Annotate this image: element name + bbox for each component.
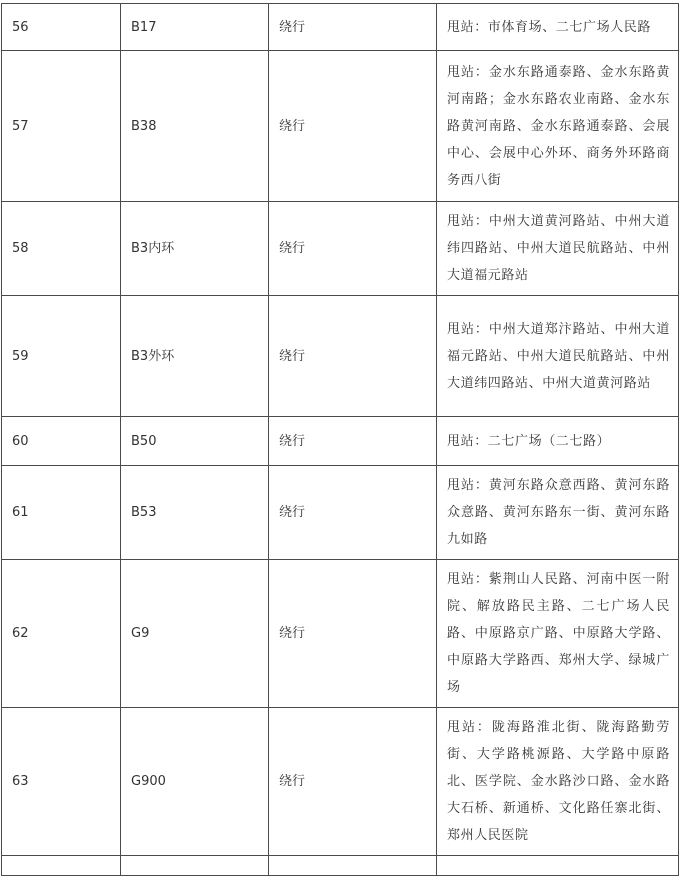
skipped-stops: 甩站：紫荆山人民路、河南中医一附院、解放路民主路、二七广场人民路、中原路京广路、中原路大学路、中原路大学路西、郑州大学、绿城广场 — [437, 560, 679, 708]
adjustment-type: 绕行 — [269, 708, 437, 856]
bus-line: G900 — [121, 708, 269, 856]
row-number: 61 — [2, 466, 121, 560]
table-row — [2, 466, 679, 560]
row-number: 59 — [2, 296, 121, 417]
table-row — [2, 4, 679, 51]
adjustment-type: 绕行 — [269, 4, 437, 51]
route-detour-table — [1, 3, 679, 876]
table-row — [2, 417, 679, 466]
row-number: 62 — [2, 560, 121, 708]
skipped-stops: 甩站：金水东路通泰路、金水东路黄河南路；金水东路农业南路、金水东路黄河南路、金水东路通泰路、会展中心、会展中心外环、商务外环路商务西八街 — [437, 51, 679, 202]
table-row — [2, 202, 679, 296]
adjustment-type: 绕行 — [269, 560, 437, 708]
bus-line: B53 — [121, 466, 269, 560]
table-row — [2, 560, 679, 708]
bus-line: B38 — [121, 51, 269, 202]
adjustment-type: 绕行 — [269, 202, 437, 296]
skipped-stops: 甩站：二七广场（二七路） — [437, 417, 679, 466]
bus-line: B3外环 — [121, 296, 269, 417]
adjustment-type: 绕行 — [269, 51, 437, 202]
row-number: 63 — [2, 708, 121, 856]
row-number: 58 — [2, 202, 121, 296]
table-row — [2, 708, 679, 856]
row-number: 56 — [2, 4, 121, 51]
row-number: 60 — [2, 417, 121, 466]
skipped-stops: 甩站：中州大道黄河路站、中州大道纬四路站、中州大道民航路站、中州大道福元路站 — [437, 202, 679, 296]
bus-line: G9 — [121, 560, 269, 708]
adjustment-type: 绕行 — [269, 417, 437, 466]
skipped-stops: 甩站：陇海路淮北街、陇海路勤劳街、大学路桃源路、大学路中原路北、医学院、金水路沙口路、金水路大石桥、新通桥、文化路任寨北街、郑州人民医院 — [437, 708, 679, 856]
table-row — [2, 856, 679, 876]
bus-line — [121, 856, 269, 876]
row-number — [2, 856, 121, 876]
bus-line: B17 — [121, 4, 269, 51]
skipped-stops: 甩站：市体育场、二七广场人民路 — [437, 4, 679, 51]
skipped-stops: 甩站：黄河东路众意西路、黄河东路众意路、黄河东路东一街、黄河东路九如路 — [437, 466, 679, 560]
skipped-stops — [437, 856, 679, 876]
adjustment-type: 绕行 — [269, 466, 437, 560]
adjustment-type — [269, 856, 437, 876]
adjustment-type: 绕行 — [269, 296, 437, 417]
row-number: 57 — [2, 51, 121, 202]
skipped-stops: 甩站：中州大道郑汴路站、中州大道福元路站、中州大道民航路站、中州大道纬四路站、中州大道黄河路站 — [437, 296, 679, 417]
table-row — [2, 296, 679, 417]
bus-line: B3内环 — [121, 202, 269, 296]
table-row — [2, 51, 679, 202]
bus-line: B50 — [121, 417, 269, 466]
